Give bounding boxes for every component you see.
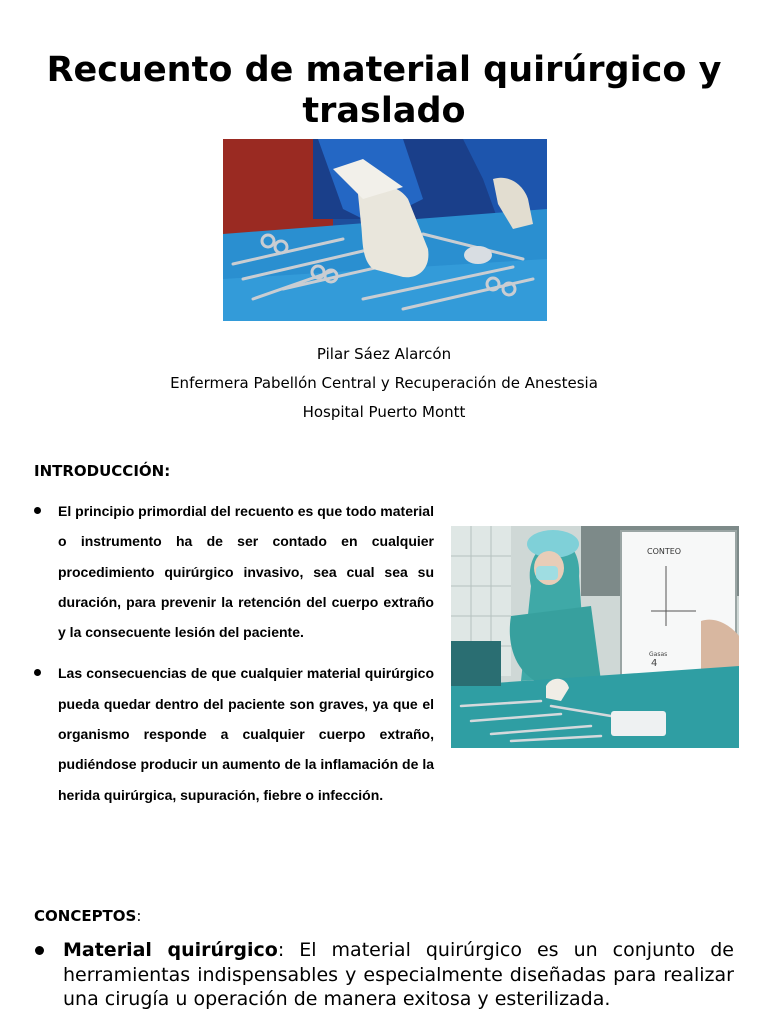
bullet-text: Las consecuencias de que cualquier material quirúrgico pueda quedar dentro del paciente son graves, ya que el organismo responde a cualquier cuerpo extraño, pudiéndose producir un aumento de la inflamación de la herida quirúrgica, supuración, fiebre o infección.: [58, 665, 434, 803]
concepts-list: [34, 938, 734, 1012]
whiteboard-heading: CONTEO: [647, 547, 682, 556]
document-title: Recuento de material quirúrgico y traslado: [46, 50, 722, 131]
whiteboard-number: 4: [651, 658, 658, 669]
concepts-heading: CONCEPTOS:: [34, 907, 142, 925]
bullet-icon: [34, 507, 41, 514]
surgical-instruments-photo: [223, 139, 547, 321]
author-role: Enfermera Pabellón Central y Recuperación de Anestesia: [170, 374, 598, 392]
concept-definition: El material quirúrgico es un conjunto de herramientas indispensables y especialmente diseñadas para realizar una cirugía u operación de manera exitosa y esterilizada.: [63, 939, 734, 1010]
author-institution: Hospital Puerto Montt: [302, 403, 466, 421]
list-item: [34, 938, 734, 1012]
list-item: [34, 496, 434, 647]
introduction-heading: INTRODUCCIÓN:: [34, 462, 171, 480]
concept-term: Material quirúrgico: [63, 939, 278, 961]
bullet-icon: [34, 669, 41, 676]
author-name: Pilar Sáez Alarcón: [316, 345, 452, 363]
nurse-counting-photo: [451, 526, 739, 748]
concept-separator: :: [277, 939, 285, 961]
bullet-icon: [35, 946, 44, 955]
introduction-list: [34, 496, 434, 821]
whiteboard-label: Gasas: [649, 651, 668, 658]
list-item: [34, 658, 434, 809]
bullet-text: El principio primordial del recuento es que todo material o instrumento ha de ser contado en cualquier procedimiento quirúrgico invasivo, sea cual sea su duración, para prevenir la retención del cuerpo extraño y la consecuente lesión del paciente.: [58, 503, 434, 641]
